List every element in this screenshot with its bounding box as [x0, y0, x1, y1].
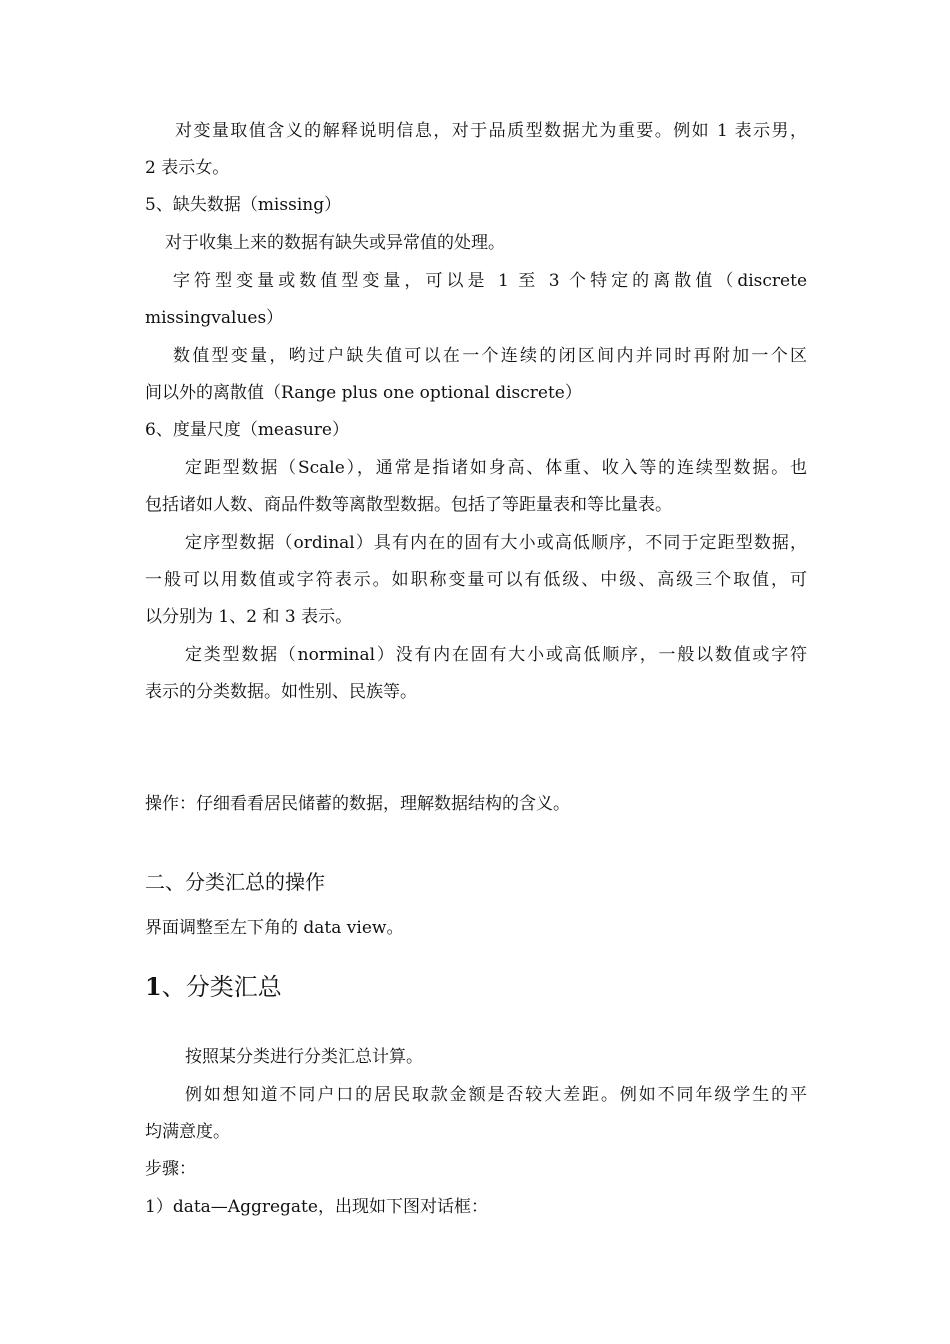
paragraph-line: missingvalues） [145, 308, 284, 328]
section-heading-aggregate: 二、分类汇总的操作 [145, 870, 325, 894]
paragraph-line: 包括诸如人数、商品件数等离散型数据。包括了等距量表和等比量表。 [145, 495, 672, 515]
paragraph-line: 一般可以用数值或字符表示。如职称变量可以有低级、中级、高级三个取值，可 [145, 570, 807, 590]
section-heading-measure: 6、度量尺度（measure） [145, 420, 349, 440]
paragraph-line: 对于收集上来的数据有缺失或异常值的处理。 [165, 233, 505, 253]
section-heading-missing: 5、缺失数据（missing） [145, 195, 342, 215]
paragraph-line: 以分别为 1、2 和 3 表示。 [145, 607, 353, 627]
paragraph-line: 按照某分类进行分类汇总计算。 [185, 1047, 423, 1067]
heading-number: 1 [145, 972, 162, 1001]
paragraph-line: 字符型变量或数值型变量，可以是 1 至 3 个特定的离散值（discrete [173, 271, 807, 291]
paragraph-line: 例如想知道不同户口的居民取款金额是否较大差距。例如不同年级学生的平 [185, 1085, 807, 1105]
operation-line: 操作：仔细看看居民储蓄的数据，理解数据结构的含义。 [145, 794, 570, 814]
paragraph-line: 定类型数据（norminal）没有内在固有大小或高低顺序，一般以数值或字符 [185, 645, 807, 665]
step-line: 1）data—Aggregate，出现如下图对话框： [145, 1197, 488, 1217]
paragraph-line: 间以外的离散值（Range plus one optional discrete） [145, 383, 582, 403]
paragraph-line: 界面调整至左下角的 data view。 [145, 918, 404, 938]
heading-text: 、分类汇总 [161, 973, 282, 1001]
steps-label: 步骤： [145, 1159, 196, 1179]
paragraph-line: 对变量取值含义的解释说明信息，对于品质型数据尤为重要。例如 1 表示男， [175, 121, 807, 141]
paragraph-line: 定序型数据（ordinal）具有内在的固有大小或高低顺序，不同于定距型数据， [185, 533, 807, 553]
paragraph-line: 2 表示女。 [145, 158, 230, 178]
paragraph-line: 数值型变量，哟过户缺失值可以在一个连续的闭区间内并同时再附加一个区 [173, 346, 807, 366]
paragraph-line: 均满意度。 [145, 1122, 230, 1142]
paragraph-line: 表示的分类数据。如性别、民族等。 [145, 682, 417, 702]
paragraph-line: 定距型数据（Scale），通常是指诸如身高、体重、收入等的连续型数据。也 [185, 458, 807, 478]
subsection-heading [145, 972, 807, 1002]
